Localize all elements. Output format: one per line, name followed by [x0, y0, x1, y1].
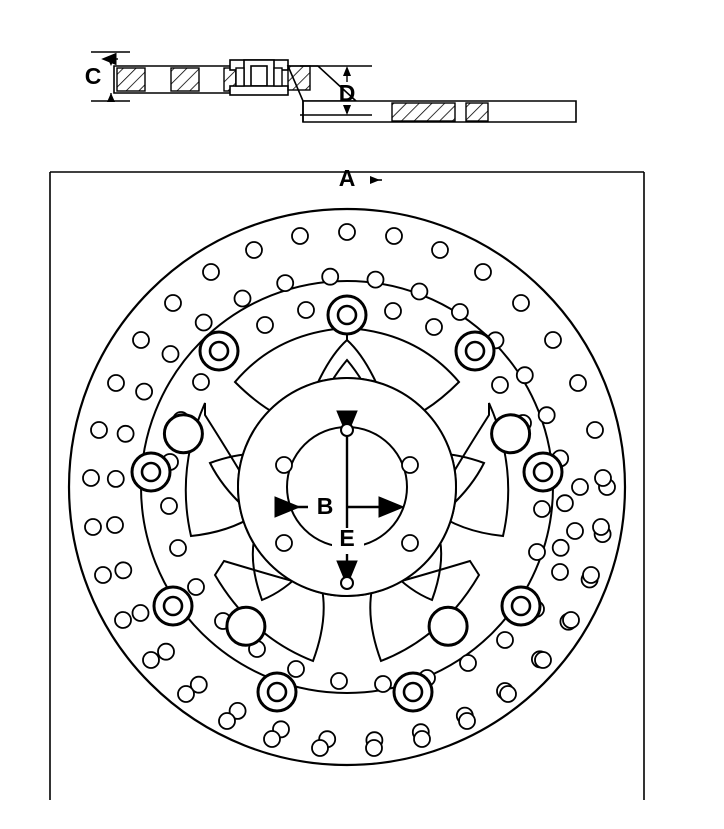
dimension-label-c: C — [84, 63, 102, 90]
dimension-label-d: D — [338, 80, 356, 107]
side-section-view — [85, 52, 576, 122]
dimension-label-e: E — [339, 525, 355, 552]
dimension-label-a: A — [338, 165, 356, 192]
dimension-label-b: B — [316, 493, 334, 520]
front-face-view — [50, 165, 644, 800]
upper-friction-ring-section — [114, 66, 236, 93]
hub-boss-section — [230, 60, 288, 95]
